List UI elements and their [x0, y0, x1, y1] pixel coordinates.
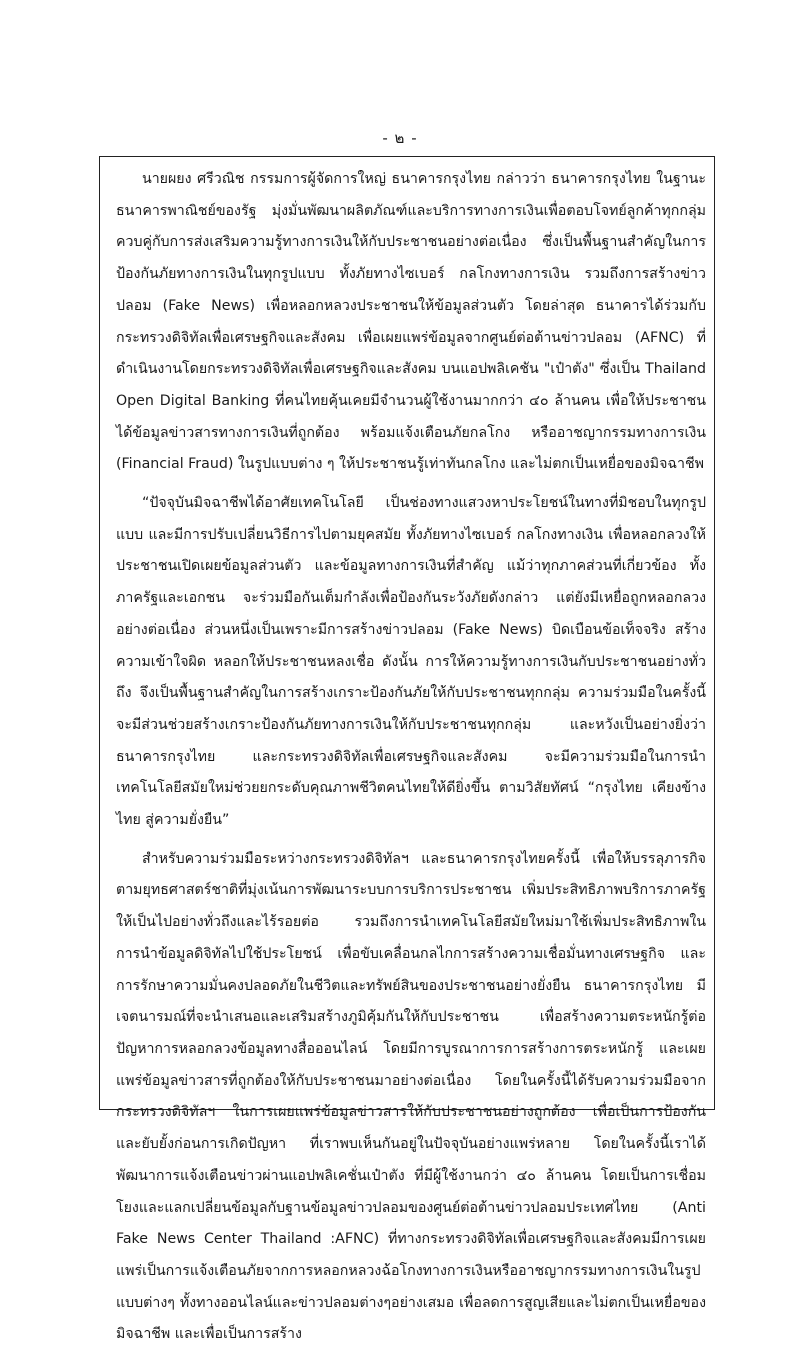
paragraph-quote: “ปัจจุบันมิจฉาชีพได้อาศัยเทคโนโลยี เป็นช่องทางแสวงหาประโยชน์ในทางที่มิชอบในทุกรูปแบบ และมีการปรับเปลี่ยนวิธีการไปตามยุคสมัย ทั้งภัยทางไซเบอร์ กลโกงทางเงิน เพื่อหลอกลวงให้ประชาชนเปิดเผยข้อมูลส่วนตัว และข้อมูลทางการเงินที่สำคัญ แม้ว่าทุกภาคส่วนที่เกี่ยวข้อง ทั้งภาครัฐและเอกชน จะร่วมมือกันเต็มกำลังเพื่อป้องกันระวังภัยดังกล่าว แต่ยังมีเหยื่อถูกหลอกลวงอย่างต่อเนื่อง ส่วนหนึ่งเป็นเพราะมีการสร้างข่าวปลอม (Fake News) บิดเบือนข้อเท็จจริง สร้างความเข้าใจผิด หลอกให้ประชาชนหลงเชื่อ ดังนั้น การให้ความรู้ทางการเงินกับประชาชนอย่างทั่วถึง จึงเป็นพื้นฐานสำคัญในการสร้างเกราะป้องกันภัยให้กับประชาชนทุกกลุ่ม ความร่วมมือในครั้งนี้ จะมีส่วนช่วยสร้างเกราะป้องกันภัยทางการเงินให้กับประชาชนทุกกลุ่ม และหวังเป็นอย่างยิ่งว่าธนาคารกรุงไทย และกระทรวงดิจิทัลเพื่อเศรษฐกิจและสังคม จะมีความร่วมมือในการนำเทคโนโลยีสมัยใหม่ช่วยยกระดับคุณภาพชีวิตคนไทยให้ดียิ่งขึ้น ตามวิสัยทัศน์ “กรุงไทย เคียงข้างไทย สู่ความยั่งยืน” — [116, 495, 706, 829]
page-number: - ๒ - — [382, 129, 418, 147]
paragraph-cooperation: สำหรับความร่วมมือระหว่างกระทรวงดิจิทัลฯ และธนาคารกรุงไทยครั้งนี้ เพื่อให้บรรลุภารกิจตามยุทธศาสตร์ชาติที่มุ่งเน้นการพัฒนาระบบการบริการประชาชน เพิ่มประสิทธิภาพบริการภาครัฐให้เป็นไปอย่างทั่วถึงและไร้รอยต่อ รวมถึงการนำเทคโนโลยีสมัยใหม่มาใช้เพิ่มประสิทธิภาพในการนำข้อมูลดิจิทัลไปใช้ประโยชน์ เพื่อขับเคลื่อนกลไกการสร้างความเชื่อมั่นทางเศรษฐกิจ และการรักษาความมั่นคงปลอดภัยในชีวิตและทรัพย์สินของประชาชนอย่างยั่งยืน ธนาคารกรุงไทย มีเจตนารมณ์ที่จะนำเสนอและเสริมสร้างภูมิคุ้มกันให้กับประชาชน เพื่อสร้างความตระหนักรู้ต่อปัญหาการหลอกลวงข้อมูลทางสื่อออนไลน์ โดยมีการบูรณาการการสร้างการตระหนักรู้ และเผยแพร่ข้อมูลข่าวสารที่ถูกต้องให้กับประชาชนมาอย่างต่อเนื่อง โดยในครั้งนี้ได้รับความร่วมมือจากกระทรวงดิจิทัลฯ ในการเผยแพร่ข้อมูลข่าวสารให้กับประชาชนอย่างถูกต้อง เพื่อเป็นการป้องกันและยับยั้งก่อนการเกิดปัญหา ที่เราพบเห็นกันอยู่ในปัจจุบันอย่างแพร่หลาย โดยในครั้งนี้เราได้พัฒนาการแจ้งเตือนข่าวผ่านแอปพลิเคชั่นเป๋าตัง ที่มีผู้ใช้งานกว่า ๔๐ ล้านคน โดยเป็นการเชื่อมโยงและแลกเปลี่ยนข้อมูลกับฐานข้อมูลข่าวปลอมของศูนย์ต่อต้านข่าวปลอมประเทศไทย (Anti Fake News Center Thailand :AFNC) ที่ทางกระทรวงดิจิทัลเพื่อเศรษฐกิจและสังคมมีการเผยแพร่เป็นการแจ้งเตือนภัยจากการหลอกหลวงฉ้อโกงทางการเงินหรืออาชญากรรมทางการเงินในรูปแบบต่างๆ ทั้งทางออนไลน์และข่าวปลอมต่างๆอย่างเสมอ เพื่อลดการสูญเสียและไม่ตกเป็นเหยื่อของมิจฉาชีพ และเพื่อเป็นการสร้าง — [116, 850, 706, 1343]
paragraph-ceo-statement: นายผยง ศรีวณิช กรรมการผู้จัดการใหญ่ ธนาคารกรุงไทย กล่าวว่า ธนาคารกรุงไทย ในฐานะธนาคารพาณิชย์ของรัฐ มุ่งมั่นพัฒนาผลิตภัณฑ์และบริการทางการเงินเพื่อตอบโจทย์ลูกค้าทุกกลุ่ม ควบคู่กับการส่งเสริมความรู้ทางการเงินให้กับประชาชนอย่างต่อเนื่อง ซึ่งเป็นพื้นฐานสำคัญในการป้องกันภัยทางการเงินในทุกรูปแบบ ทั้งภัยทางไซเบอร์ กลโกงทางการเงิน รวมถึงการสร้างข่าวปลอม (Fake News) เพื่อหลอกหลวงประชาชนให้ข้อมูลส่วนตัว โดยล่าสุด ธนาคารได้ร่วมกับกระทรวงดิจิทัลเพื่อเศรษฐกิจและสังคม เพื่อเผยแพร่ข้อมูลจากศูนย์ต่อต้านข่าวปลอม (AFNC) ที่ดำเนินงานโดยกระทรวงดิจิทัลเพื่อเศรษฐกิจและสังคม บนแอปพลิเคชัน "เป๋าตัง" ซึ่งเป็น Thailand Open Digital Banking ที่คนไทยคุ้นเคยมีจำนวนผู้ใช้งานมากกว่า ๔๐ ล้านคน เพื่อให้ประชาชนได้ข้อมูลข่าวสารทางการเงินที่ถูกต้อง พร้อมแจ้งเตือนภัยกลโกง หรืออาชญากรรมทางการเงิน (Financial Fraud) ในรูปแบบต่าง ๆ ให้ประชาชนรู้เท่าทันกลโกง และไม่ตกเป็นเหยื่อของมิจฉาชีพ — [116, 171, 706, 473]
document-body — [116, 164, 706, 1351]
